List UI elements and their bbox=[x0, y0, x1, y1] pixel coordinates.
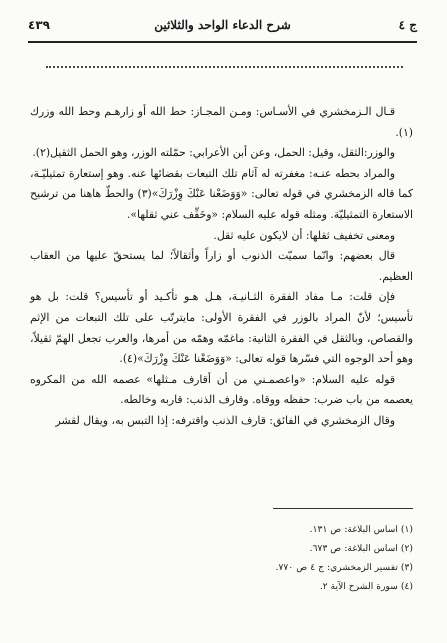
footnote: (١) اساس البلاغة: ص ١٣١. bbox=[309, 524, 413, 535]
paragraph: وقال الزمخشري في الفائق: قارف الذنب واقترفه: إذا التبس به، ويقال لقشر bbox=[55, 413, 395, 427]
header-rule bbox=[28, 41, 417, 43]
main-text bbox=[30, 102, 413, 432]
paragraph: قوله عليه السلام: «واعصمـني من أن أقارف مـثلها» عصمه الله من المكروه يعصمه من باب ضرب: حفظه ووقاه. وقارف الذنب: قاربه وخالطه. bbox=[30, 372, 413, 407]
chapter-title: شرح الدعاء الواحد والثلاثين bbox=[154, 18, 291, 32]
page-number: ٤٣٩ bbox=[28, 18, 50, 32]
paragraph: قـال الـزمخشري في الأسـاس: ومـن المجـاز: حط الله أو زارهـم وحط الله وزرك (١). bbox=[30, 105, 413, 139]
paragraph: فإن قلت: مـا مفاد الفقرة الثـانيـة، هـل هـو تأكـيد أو تأسيس؟ قلت: بل هو تأسيس؛ لأنّ المراد بالوزر في الفقرة الأولى: مايترتّب على تلك التبعات من الإثم والقصاص، وبالثقل في الفقرة الثانية: ماغمّه وهمّه من أمرها، والعرب تجعل الهمّ ثقيلاً، وهو أحد الوجوه التي فسّرها قوله تعالى: «وَوَضَعْنا عَنْكَ وِزْرَكَ»(٤). bbox=[30, 290, 413, 366]
paragraph: والوزر:الثقل، وقيل: الحمل، وعن أبن الأعرابي: حمّلته الوزر، وهو الحمل الثقيل(٢). bbox=[32, 146, 395, 160]
paragraph: والمراد بحطه عنـه: مغفرته له آثام تلك التبعات بقضائها عنه. وهو إستعارة تمثيليّـة، كما قاله الزمخشري في قوله تعالى: «وَوَضَعْنا عَنْكَ وِزْرَكَ»(٣) والحطّ هاهنا من ترشيح الاستعارة التمثيليّة. ومثله قوله عليه السلام: «وخَفِّف عني ثقلها». bbox=[30, 166, 413, 221]
footnote: (٢) اساس البلاغة: ص ٦٧٣. bbox=[309, 543, 413, 554]
footnote: (٣) تفسير الزمخشري: ج ٤ ص ٧٧٠. bbox=[275, 562, 413, 573]
footnote: (٤) سورة الشرح الآية ٢. bbox=[319, 581, 413, 592]
paragraph: ومعنى تخفيف ثقلها: أن لايكون عليه ثقل. bbox=[213, 228, 395, 242]
paragraph: قال بعضهم: وانّما سميّت الذنوب أو زاراً وأثقالاً؛ لما يستحقّ عليها من العقاب العظيم. bbox=[30, 249, 413, 283]
dotted-separator bbox=[46, 66, 403, 68]
footnotes bbox=[150, 520, 413, 596]
footnote-rule bbox=[273, 508, 413, 509]
volume-label: ج ٤ bbox=[398, 18, 417, 32]
running-header bbox=[28, 18, 417, 38]
